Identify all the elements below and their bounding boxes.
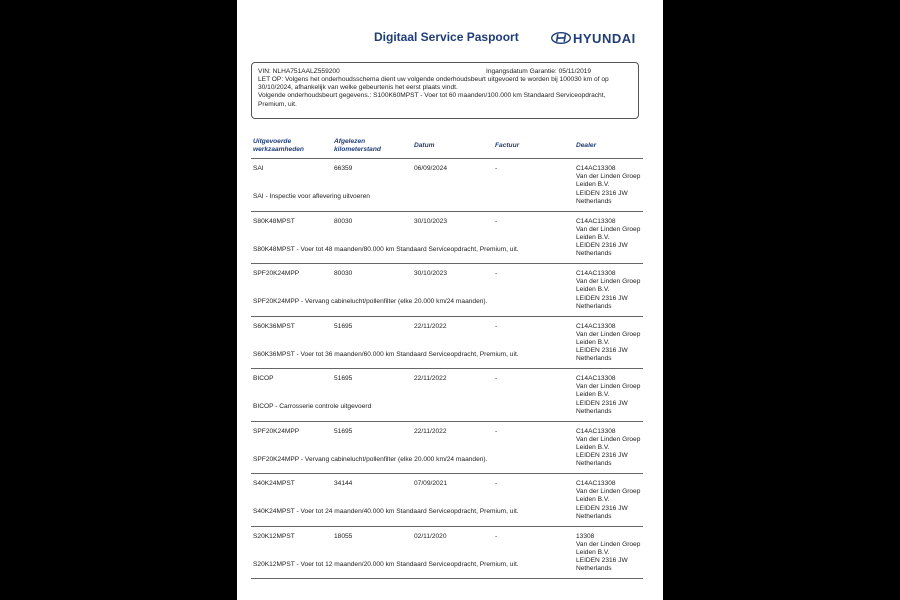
mileage-cell: 80030 xyxy=(334,217,353,225)
dealer-line: Leiden B.V. xyxy=(576,286,610,294)
table-row xyxy=(251,369,643,422)
date-cell: 02/11/2020 xyxy=(414,532,447,540)
dealer-cell xyxy=(576,480,646,521)
next-service-details: Volgende onderhoudsbeurt gegevens.: S100K60MPST - Voer tot 60 maanden/100.000 km Standaard Serviceopdracht, Premium, uit. xyxy=(258,92,606,108)
table-row xyxy=(251,422,643,475)
invoice-cell: - xyxy=(495,217,498,225)
dealer-line: Van der Linden Groep xyxy=(576,173,641,181)
dealer-line: LEIDEN 2316 JW xyxy=(576,557,628,565)
mileage-cell: 51695 xyxy=(334,322,353,330)
header-kilometerstand: Afgelezen kilometerstand xyxy=(334,138,381,153)
dealer-line: C14AC13308 xyxy=(576,480,616,487)
dealer-line: LEIDEN 2316 JW xyxy=(576,399,628,407)
dealer-line: Leiden B.V. xyxy=(576,233,610,241)
date-cell: 07/09/2021 xyxy=(414,480,448,487)
invoice-cell: - xyxy=(495,532,498,540)
service-code: S60K36MPST xyxy=(253,322,295,330)
service-code: S80K48MPST xyxy=(253,217,295,225)
mileage-cell: 34144 xyxy=(334,480,353,487)
dealer-cell xyxy=(576,428,646,469)
dealer-line: Van der Linden Groep xyxy=(576,383,641,391)
dealer-line: C14AC13308 xyxy=(576,217,616,225)
dealer-line: LEIDEN 2316 JW xyxy=(576,294,628,302)
dealer-line: LEIDEN 2316 JW xyxy=(576,189,628,197)
mileage-cell: 80030 xyxy=(334,270,353,277)
service-description: SPF20K24MPP - Vervang cabinelucht/pollenfilter (elke 20.000 km/24 maanden). xyxy=(253,455,488,463)
next-service-notice: LET OP: Volgens het onderhoudsschema dient uw volgende onderhoudsbeurt uitgevoerd te worden bij 100030 km of op 30/10/2024, afhankelijk van welke gebeurtenis het eerst plaats vindt. xyxy=(258,76,609,92)
table-row xyxy=(251,159,643,212)
dealer-line: Van der Linden Groep xyxy=(576,278,641,286)
dealer-line: Netherlands xyxy=(576,460,612,468)
dealer-line: Netherlands xyxy=(576,407,612,415)
dealer-line: C14AC13308 xyxy=(576,427,616,435)
service-description: S20K12MPST - Voer tot 12 maanden/20.000 km Standaard Serviceopdracht, Premium, uit. xyxy=(253,560,519,568)
service-description: BICOP - Carrosserie controle uitgevoerd xyxy=(253,403,372,410)
header-factuur: Factuur xyxy=(495,142,520,149)
vehicle-info-box xyxy=(251,62,639,119)
date-cell: 30/10/2023 xyxy=(414,270,448,277)
dealer-line: 13308 xyxy=(576,532,595,540)
table-header xyxy=(251,134,643,159)
dealer-line: C14AC13308 xyxy=(576,165,616,172)
dealer-line: Van der Linden Groep xyxy=(576,540,641,548)
page-header xyxy=(237,30,663,50)
dealer-cell xyxy=(576,323,646,364)
dealer-line: Netherlands xyxy=(576,565,612,573)
dealer-line: Van der Linden Groep xyxy=(576,435,641,443)
header-dealer: Dealer xyxy=(576,142,597,149)
dealer-line: Leiden B.V. xyxy=(576,181,610,189)
invoice-cell: - xyxy=(495,427,498,435)
hyundai-emblem-icon xyxy=(551,32,571,44)
dealer-line: Leiden B.V. xyxy=(576,548,610,556)
invoice-cell: - xyxy=(495,322,498,330)
date-cell: 06/09/2024 xyxy=(414,165,448,172)
table-row xyxy=(251,474,643,527)
service-description: S60K36MPST - Voer tot 36 maanden/60.000 km Standaard Serviceopdracht, Premium, uit. xyxy=(253,350,519,358)
dealer-cell xyxy=(576,375,646,416)
dealer-cell xyxy=(576,165,646,206)
invoice-cell: - xyxy=(495,165,498,172)
dealer-line: Leiden B.V. xyxy=(576,391,610,399)
vin-text: VIN: NLHA751AALZ559200 xyxy=(258,68,340,75)
service-code: SPF20K24MPP xyxy=(253,270,300,277)
invoice-cell: - xyxy=(495,270,498,277)
service-description: S40K24MPST - Voer tot 24 maanden/40.000 km Standaard Serviceopdracht, Premium, uit. xyxy=(253,508,519,515)
dealer-line: LEIDEN 2316 JW xyxy=(576,242,628,250)
dealer-line: LEIDEN 2316 JW xyxy=(576,452,628,460)
mileage-cell: 51695 xyxy=(334,427,353,435)
header-datum: Datum xyxy=(414,142,435,149)
header-werkzaamheden: Uitgevoerde werkzaamheden xyxy=(253,138,304,153)
dealer-line: C14AC13308 xyxy=(576,375,616,382)
dealer-line: C14AC13308 xyxy=(576,270,616,277)
dealer-line: LEIDEN 2316 JW xyxy=(576,504,628,512)
dealer-cell xyxy=(576,218,646,259)
mileage-cell: 18055 xyxy=(334,532,353,540)
service-code: S20K12MPST xyxy=(253,532,295,540)
dealer-line: Van der Linden Groep xyxy=(576,488,641,496)
brand-wordmark: HYUNDAI xyxy=(573,31,636,46)
dealer-line: Van der Linden Groep xyxy=(576,225,641,233)
service-code: SPF20K24MPP xyxy=(253,427,300,435)
service-description: SPF20K24MPP - Vervang cabinelucht/pollenfilter (elke 20.000 km/24 maanden). xyxy=(253,298,488,305)
service-passport-page xyxy=(237,0,663,600)
date-cell: 22/11/2022 xyxy=(414,322,447,330)
dealer-cell xyxy=(576,270,646,311)
service-description: S80K48MPST - Voer tot 48 maanden/80.000 km Standaard Serviceopdracht, Premium, uit. xyxy=(253,245,519,253)
table-row xyxy=(251,212,643,265)
invoice-cell: - xyxy=(495,480,498,487)
service-code: BICOP xyxy=(253,375,274,382)
warranty-start-text: Ingangsdatum Garantie: 05/11/2019 xyxy=(486,68,592,75)
dealer-cell xyxy=(576,533,646,574)
table-row xyxy=(251,527,643,580)
service-description: SAI - Inspectie voor aflevering uitvoeren xyxy=(253,193,370,200)
dealer-line: LEIDEN 2316 JW xyxy=(576,347,628,355)
date-cell: 30/10/2023 xyxy=(414,217,448,225)
dealer-line: Leiden B.V. xyxy=(576,496,610,504)
service-code: SAI xyxy=(253,165,264,172)
service-history-table xyxy=(251,134,643,579)
table-row xyxy=(251,317,643,370)
mileage-cell: 66359 xyxy=(334,165,353,172)
dealer-line: Netherlands xyxy=(576,250,612,258)
mileage-cell: 51695 xyxy=(334,375,353,382)
dealer-line: Van der Linden Groep xyxy=(576,330,641,338)
dealer-line: Netherlands xyxy=(576,197,612,205)
dealer-line: Netherlands xyxy=(576,512,612,520)
date-cell: 22/11/2022 xyxy=(414,427,447,435)
service-code: S40K24MPST xyxy=(253,480,295,487)
dealer-line: Netherlands xyxy=(576,355,612,363)
page-title: Digitaal Service Paspoort xyxy=(374,30,519,44)
dealer-line: Leiden B.V. xyxy=(576,443,610,451)
dealer-line: Netherlands xyxy=(576,302,612,310)
dealer-line: C14AC13308 xyxy=(576,322,616,330)
invoice-cell: - xyxy=(495,375,498,382)
table-row xyxy=(251,264,643,317)
dealer-line: Leiden B.V. xyxy=(576,338,610,346)
date-cell: 22/11/2022 xyxy=(414,375,447,382)
